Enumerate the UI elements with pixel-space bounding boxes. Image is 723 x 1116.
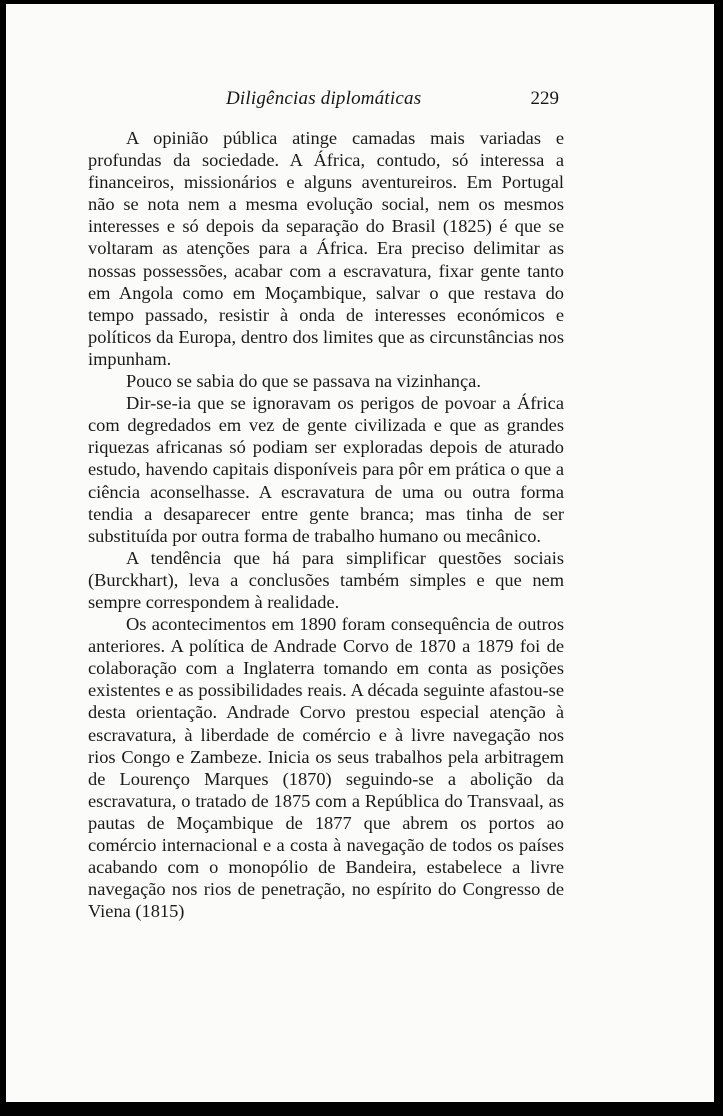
paragraph-burckhart: A tendência que há para simplificar questões sociais (Burckhart), leva a conclusões também simples e que nem sempre correspondem à realidade. (88, 547, 564, 612)
paragraph-andrade-corvo: Os acontecimentos em 1890 foram consequência de outros anteriores. A política de Andrade Corvo de 1870 a 1879 foi de colaboração com a Inglaterra tomando em conta as posições existentes e as possibilidades reais. A década seguinte afastou-se desta orientação. Andrade Corvo prestou especial atenção à escravatura, à liberdade de comércio e à livre navegação nos rios Congo e Zambeze. Inicia os seus trabalhos pela arbitragem de Lourenço Marques (1870) seguindo-se a abolição da escravatura, o tratado de 1875 com a República do Transvaal, as pautas de Moçambique de 1877 que abrem os portos ao comércio internacional e a costa à navegação de todos os países acabando com o monopólio de Bandeira, estabelece a livre navegação nos rios de penetração, no espírito do Congresso de Viena (1815) (88, 614, 564, 922)
running-title: Diligências diplomáticas (226, 88, 422, 109)
paragraph-public-opinion: A opinião pública atinge camadas mais variadas e profundas da sociedade. A África, contudo, só interessa a financeiros, missionários e alguns aventureiros. Em Portugal não se nota nem a mesma evolução social, nem os mesmos interesses e só depois da separação do Brasil (1825) é que se voltaram as atenções para a África. Era preciso delimitar as nossas possessões, acabar com a escravatura, fixar gente tanto em Angola como em Moçambique, salvar o que restava do tempo passado, resistir à onda de interesses económicos e políticos da Europa, dentro dos limites que as circunstâncias nos impunham. (88, 128, 564, 369)
running-header (84, 88, 561, 114)
book-page (6, 4, 714, 1102)
page-number: 229 (530, 88, 559, 109)
body-text (88, 127, 564, 922)
paragraph-degredados: Dir-se-ia que se ignoravam os perigos de povoar a África com degredados em vez de gente civilizada e que as grandes riquezas africanas só podiam ser exploradas depois de aturado estudo, havendo capitais disponíveis para pôr em prática o que a ciência aconselhasse. A escravatura de uma ou outra forma tendia a desaparecer entre gente branca; mas tinha de ser substituída por outra forma de trabalho humano ou mecânico. (88, 393, 564, 546)
paragraph-neighbourhood: Pouco se sabia do que se passava na vizinhança. (126, 371, 481, 392)
